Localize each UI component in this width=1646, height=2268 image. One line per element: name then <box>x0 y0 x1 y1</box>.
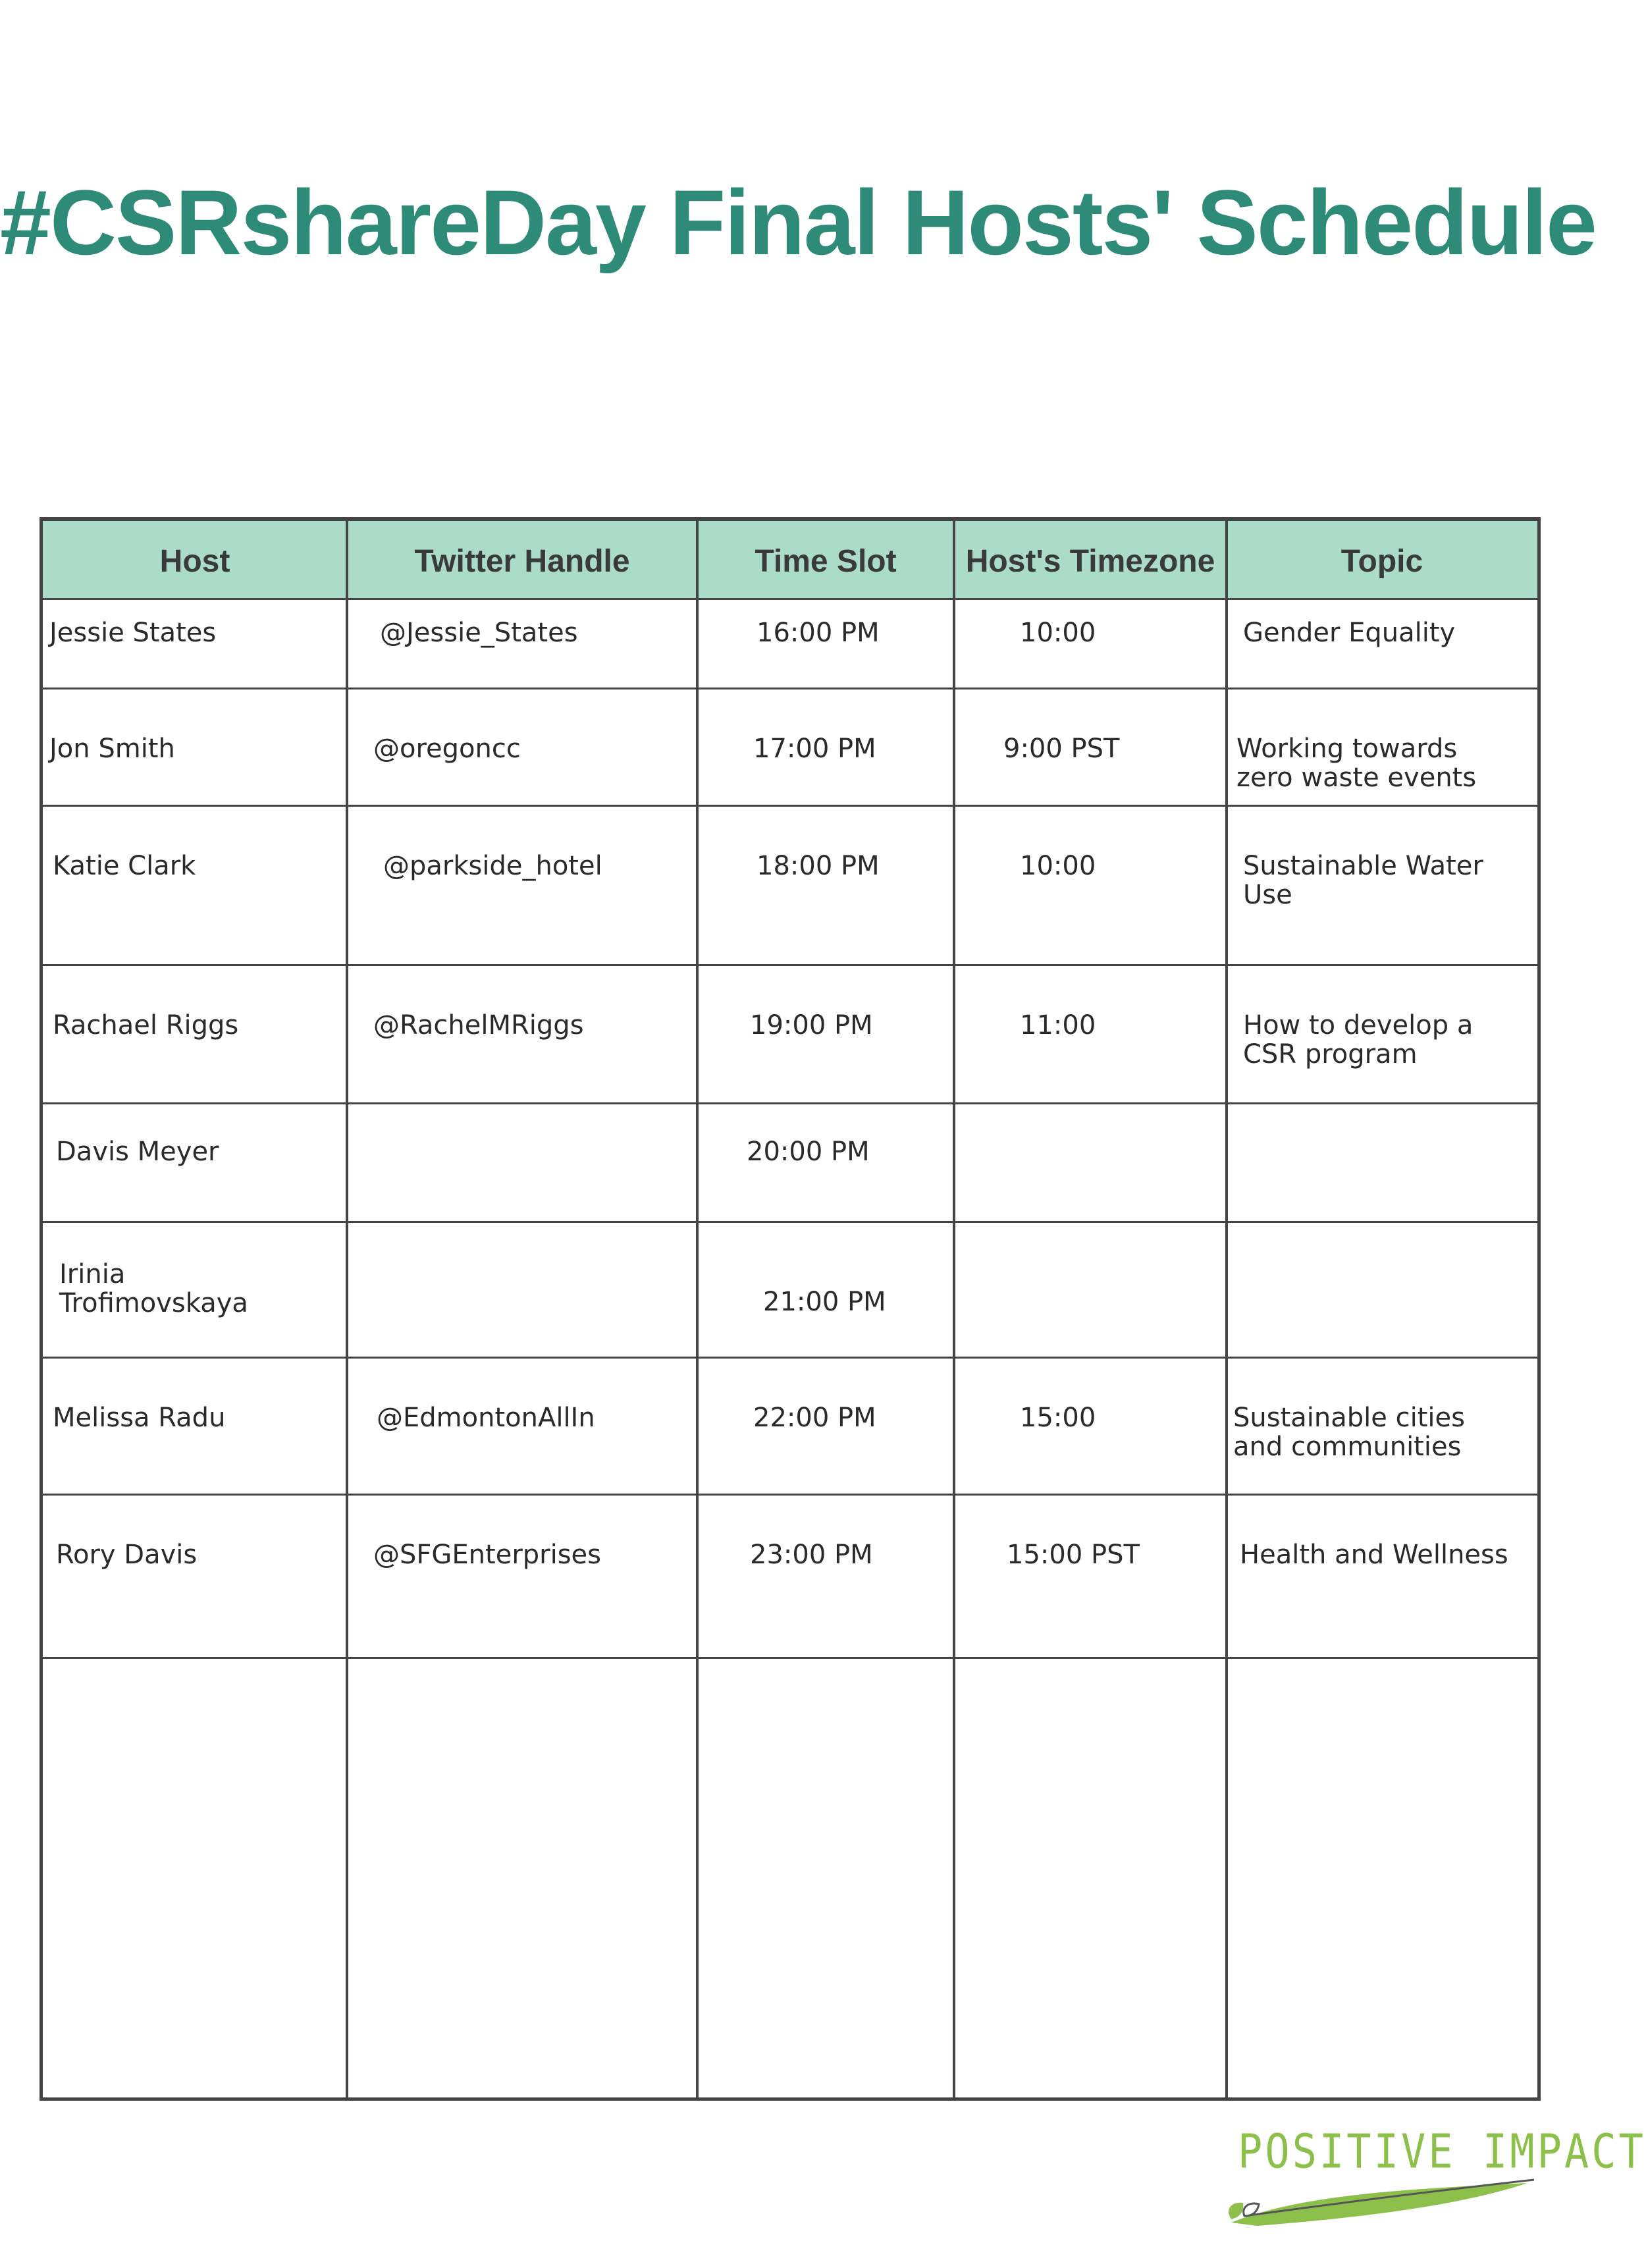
cell-topic: Sustainable cities and communities <box>1233 1403 1465 1462</box>
cell-slot: 18:00 PM <box>757 851 880 881</box>
cell-timezone: 9:00 PST <box>1003 734 1120 764</box>
schedule-table <box>40 517 1541 2101</box>
cell-timezone: 10:00 <box>1020 618 1096 648</box>
column-divider <box>696 521 699 2097</box>
row-divider <box>43 1357 1537 1359</box>
cell-slot: 22:00 PM <box>753 1403 876 1433</box>
cell-host: Irinia Trofimovskaya <box>59 1259 248 1318</box>
cell-host: Jon Smith <box>49 734 175 764</box>
cell-topic: Health and Wellness <box>1240 1540 1508 1570</box>
cell-topic: How to develop a CSR program <box>1243 1010 1473 1069</box>
cell-slot: 21:00 PM <box>763 1287 886 1317</box>
row-divider <box>43 1102 1537 1104</box>
cell-handle: @SFGEnterprises <box>373 1540 601 1570</box>
cell-timezone: 11:00 <box>1020 1010 1096 1040</box>
column-header-topic: Topic <box>1341 544 1423 579</box>
column-header-host: Host <box>159 544 230 579</box>
row-divider <box>43 1494 1537 1496</box>
column-divider <box>953 521 955 2097</box>
cell-host: Jessie States <box>49 618 217 648</box>
cell-handle: @RachelMRiggs <box>373 1010 584 1040</box>
column-header-slot: Time Slot <box>755 544 897 579</box>
cell-host: Melissa Radu <box>53 1403 226 1433</box>
row-divider <box>43 1221 1537 1223</box>
row-divider <box>43 964 1537 966</box>
row-divider <box>43 1657 1537 1659</box>
page-title: #CSRshareDay Final Hosts' Schedule <box>0 171 1596 274</box>
cell-slot: 16:00 PM <box>757 618 880 648</box>
cell-slot: 23:00 PM <box>750 1540 873 1570</box>
column-divider <box>346 521 348 2097</box>
positive-impact-logo <box>1218 2124 1646 2229</box>
cell-topic: Sustainable Water Use <box>1243 851 1483 910</box>
cell-topic: Working towards zero waste events <box>1236 734 1477 793</box>
cell-timezone: 15:00 PST <box>1007 1540 1140 1570</box>
cell-handle: @EdmontonAllIn <box>377 1403 595 1433</box>
row-divider <box>43 688 1537 689</box>
cell-handle: @Jessie_States <box>380 618 578 648</box>
cell-timezone: 10:00 <box>1020 851 1096 881</box>
leaf-swoosh-icon <box>1218 2176 1547 2229</box>
cell-timezone: 15:00 <box>1020 1403 1096 1433</box>
cell-slot: 17:00 PM <box>753 734 876 764</box>
column-header-timezone: Host's Timezone <box>965 544 1215 579</box>
logo-text: POSITIVE IMPACT <box>1238 2124 1646 2179</box>
cell-handle: @oregoncc <box>373 734 521 764</box>
cell-host: Rachael Riggs <box>53 1010 239 1040</box>
column-header-handle: Twitter Handle <box>414 544 630 579</box>
cell-host: Katie Clark <box>53 851 196 881</box>
cell-slot: 20:00 PM <box>747 1137 870 1167</box>
cell-topic: Gender Equality <box>1243 618 1456 648</box>
row-divider <box>43 805 1537 807</box>
cell-handle: @parkside_hotel <box>383 851 602 881</box>
cell-host: Rory Davis <box>56 1540 198 1570</box>
column-divider <box>1225 521 1228 2097</box>
cell-host: Davis Meyer <box>56 1137 219 1167</box>
cell-slot: 19:00 PM <box>750 1010 873 1040</box>
